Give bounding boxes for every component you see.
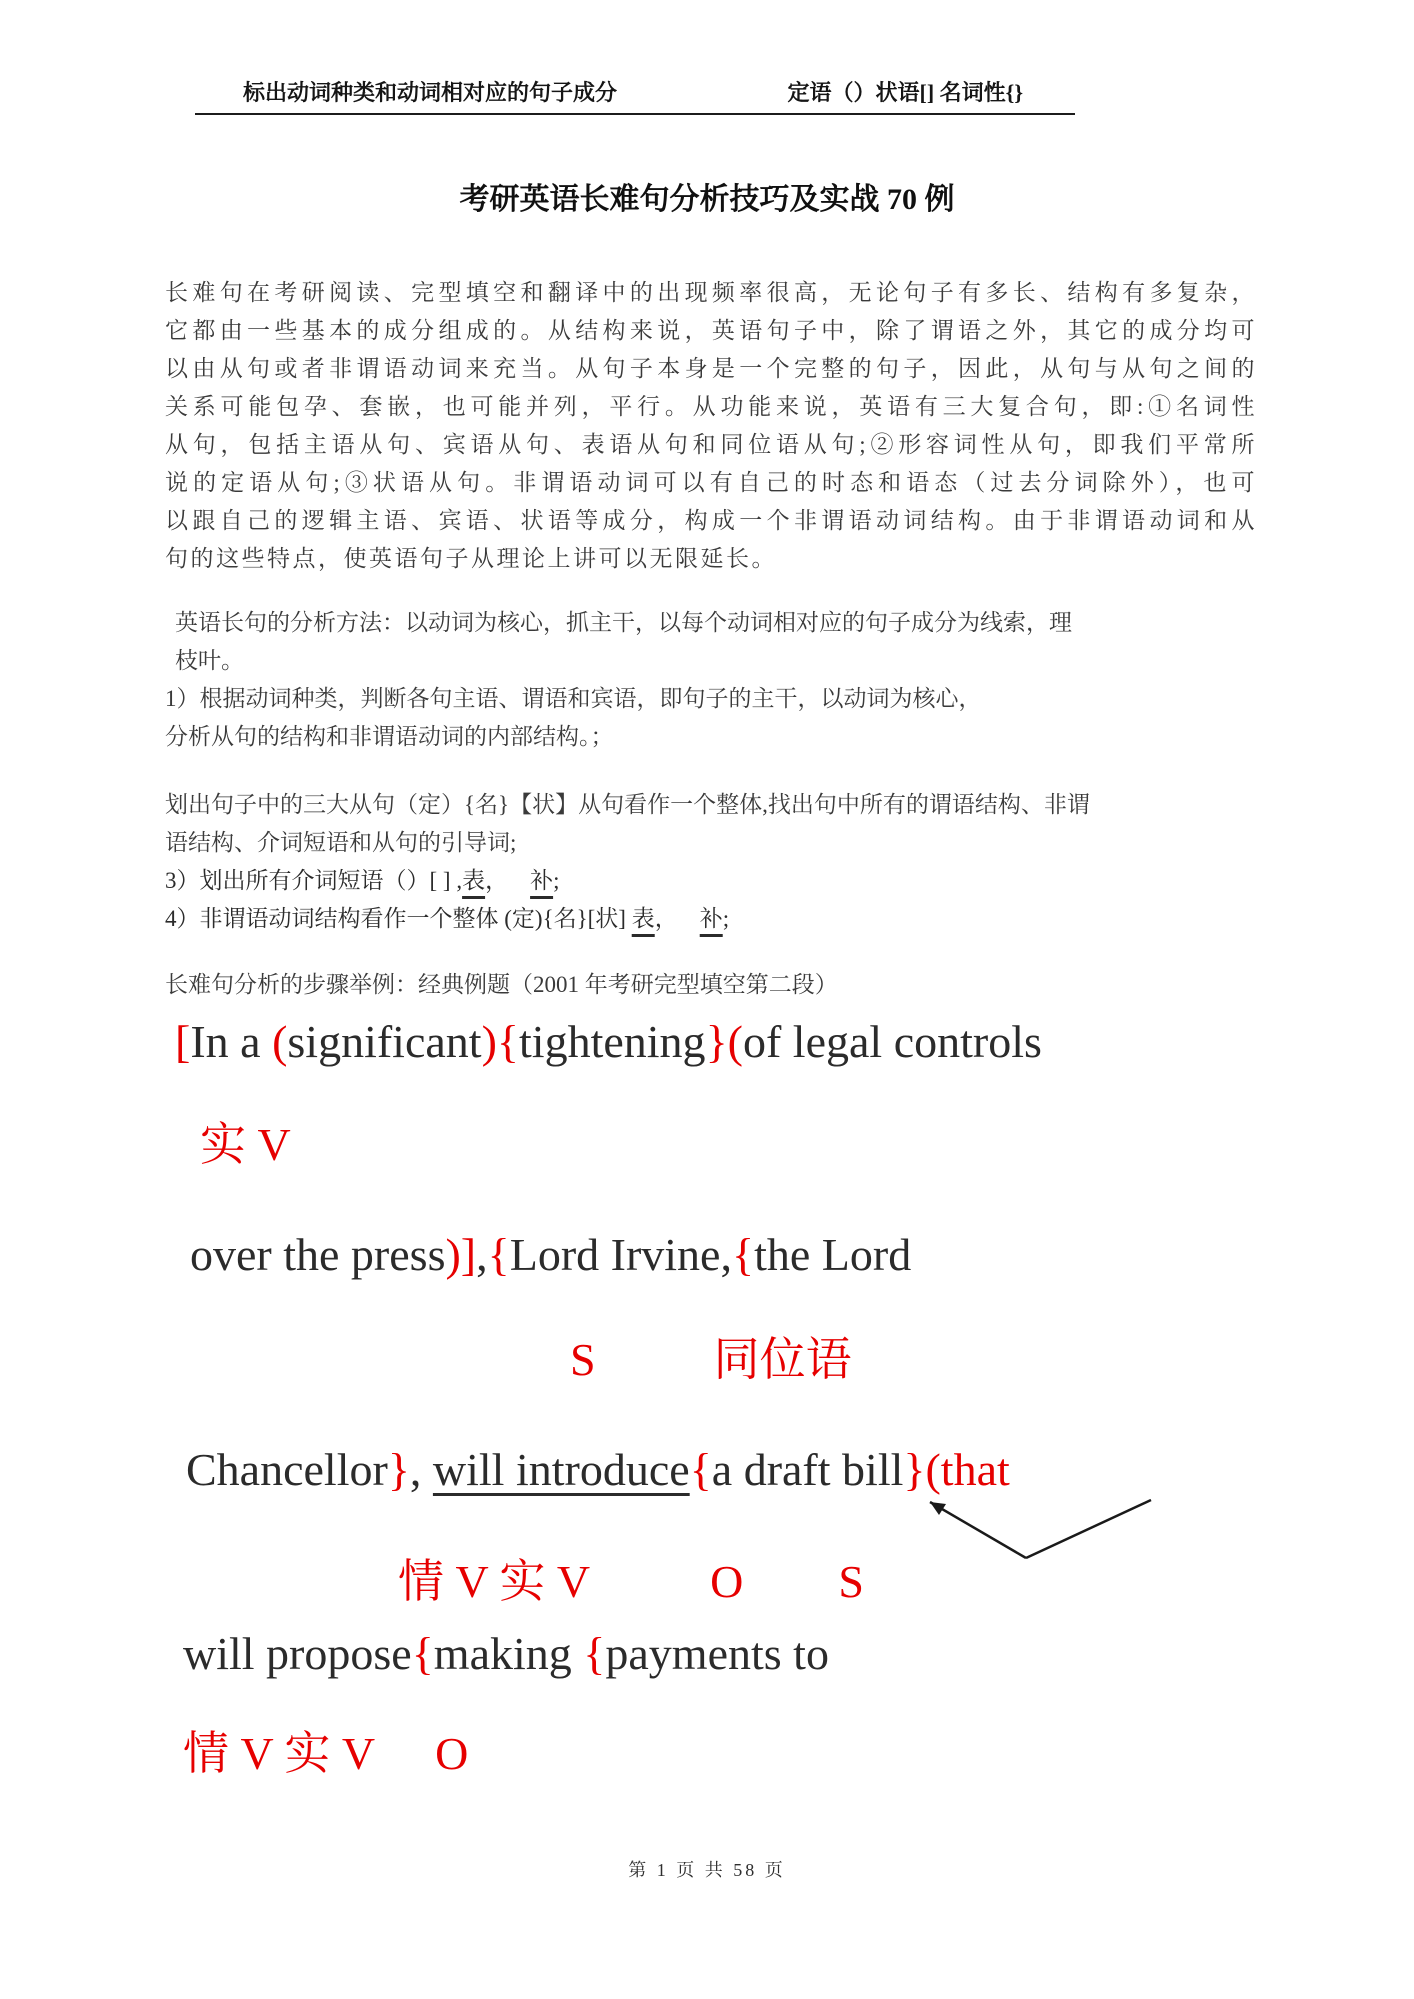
header-right-text: 定语（）状语[] 名词性{} — [787, 80, 1023, 105]
method-paragraph: 英语长句的分析方法：以动词为核心，抓主干，以每个动词相对应的句子成分为线索，理 枝叶。 — [175, 610, 1072, 673]
annotation-qing-shi-o-s: 情 V 实 V O S — [398, 1556, 864, 1607]
annotation-s-appositive: S 同位语 — [570, 1334, 852, 1385]
page-footer: 第 1 页 共 58 页 — [628, 1860, 786, 1880]
annotation-qing-shi-o: 情 V 实 V O — [183, 1728, 469, 1779]
clause-rules-paragraph: 划出句子中的三大从句（定）{名}【状】从句看作一个整体,找出句中所有的谓语结构、非谓 语结构、介词短语和从句的引导词; — [165, 792, 1090, 855]
sentence-line-2: over the press)],{Lord Irvine,{the Lord — [190, 1229, 912, 1280]
clause-rules-block — [165, 786, 1257, 938]
page-title: 考研英语长难句分析技巧及实战 70 例 — [459, 183, 955, 216]
example-caption: 长难句分析的步骤举例：经典例题（2001 年考研完型填空第二段） — [165, 972, 838, 997]
pointer-arrow-icon — [916, 1490, 1156, 1568]
method-and-step1-block — [165, 604, 1257, 756]
header-left-text: 标出动词种类和动词相对应的句子成分 — [243, 80, 618, 105]
sentence-line-3: Chancellor}, will introduce{a draft bill}(that — [186, 1444, 1010, 1495]
step1-paragraph: 1）根据动词种类，判断各句主语、谓语和宾语，即句子的主干，以动词为核心， 分析从句的结构和非谓语动词的内部结构。； — [165, 686, 982, 749]
annotation-shi-v: 实 V — [200, 1119, 291, 1170]
sentence-line-1: [In a (significant){tightening}(of legal controls — [175, 1016, 1042, 1067]
sentence-line-4: will propose{making {payments to — [183, 1628, 829, 1679]
step4-line: 4）非谓语动词结构看作一个整体 (定){名}[状] 表， 补; — [165, 906, 730, 931]
step3-line: 3）划出所有介词短语（）[ ] ,表， 补; — [165, 868, 560, 893]
intro-paragraph: 长难句在考研阅读、完型填空和翻译中的出现频率很高，无论句子有多长、结构有多复杂， 它都由一些基本的成分组成的。从结构来说，英语句子中，除了谓语之外，其它的成分均可 以由从句或者非谓语动词来充当。从句子本身是一个完整的句子，因此，从句与从句之间的 关系可能包孕、套嵌，也可能并列，平行。从功能来说，英语有三大复合句，即:①名词性 从句，包括主语从句、宾语从句、表语从句和同位语从句;②形容词性从句，即我们平常所 说的定语从句;③状语从句。非谓语动词可以有自己的时态和语态（过去分词除外），也可 以跟自己的逻辑主语、宾语、状语等成分，构成一个非谓语动词结构。由于非谓语动词和从 句的这些特点，使英语句子从理论上讲可以无限延长。 — [165, 280, 1257, 571]
page-header — [195, 77, 1075, 115]
